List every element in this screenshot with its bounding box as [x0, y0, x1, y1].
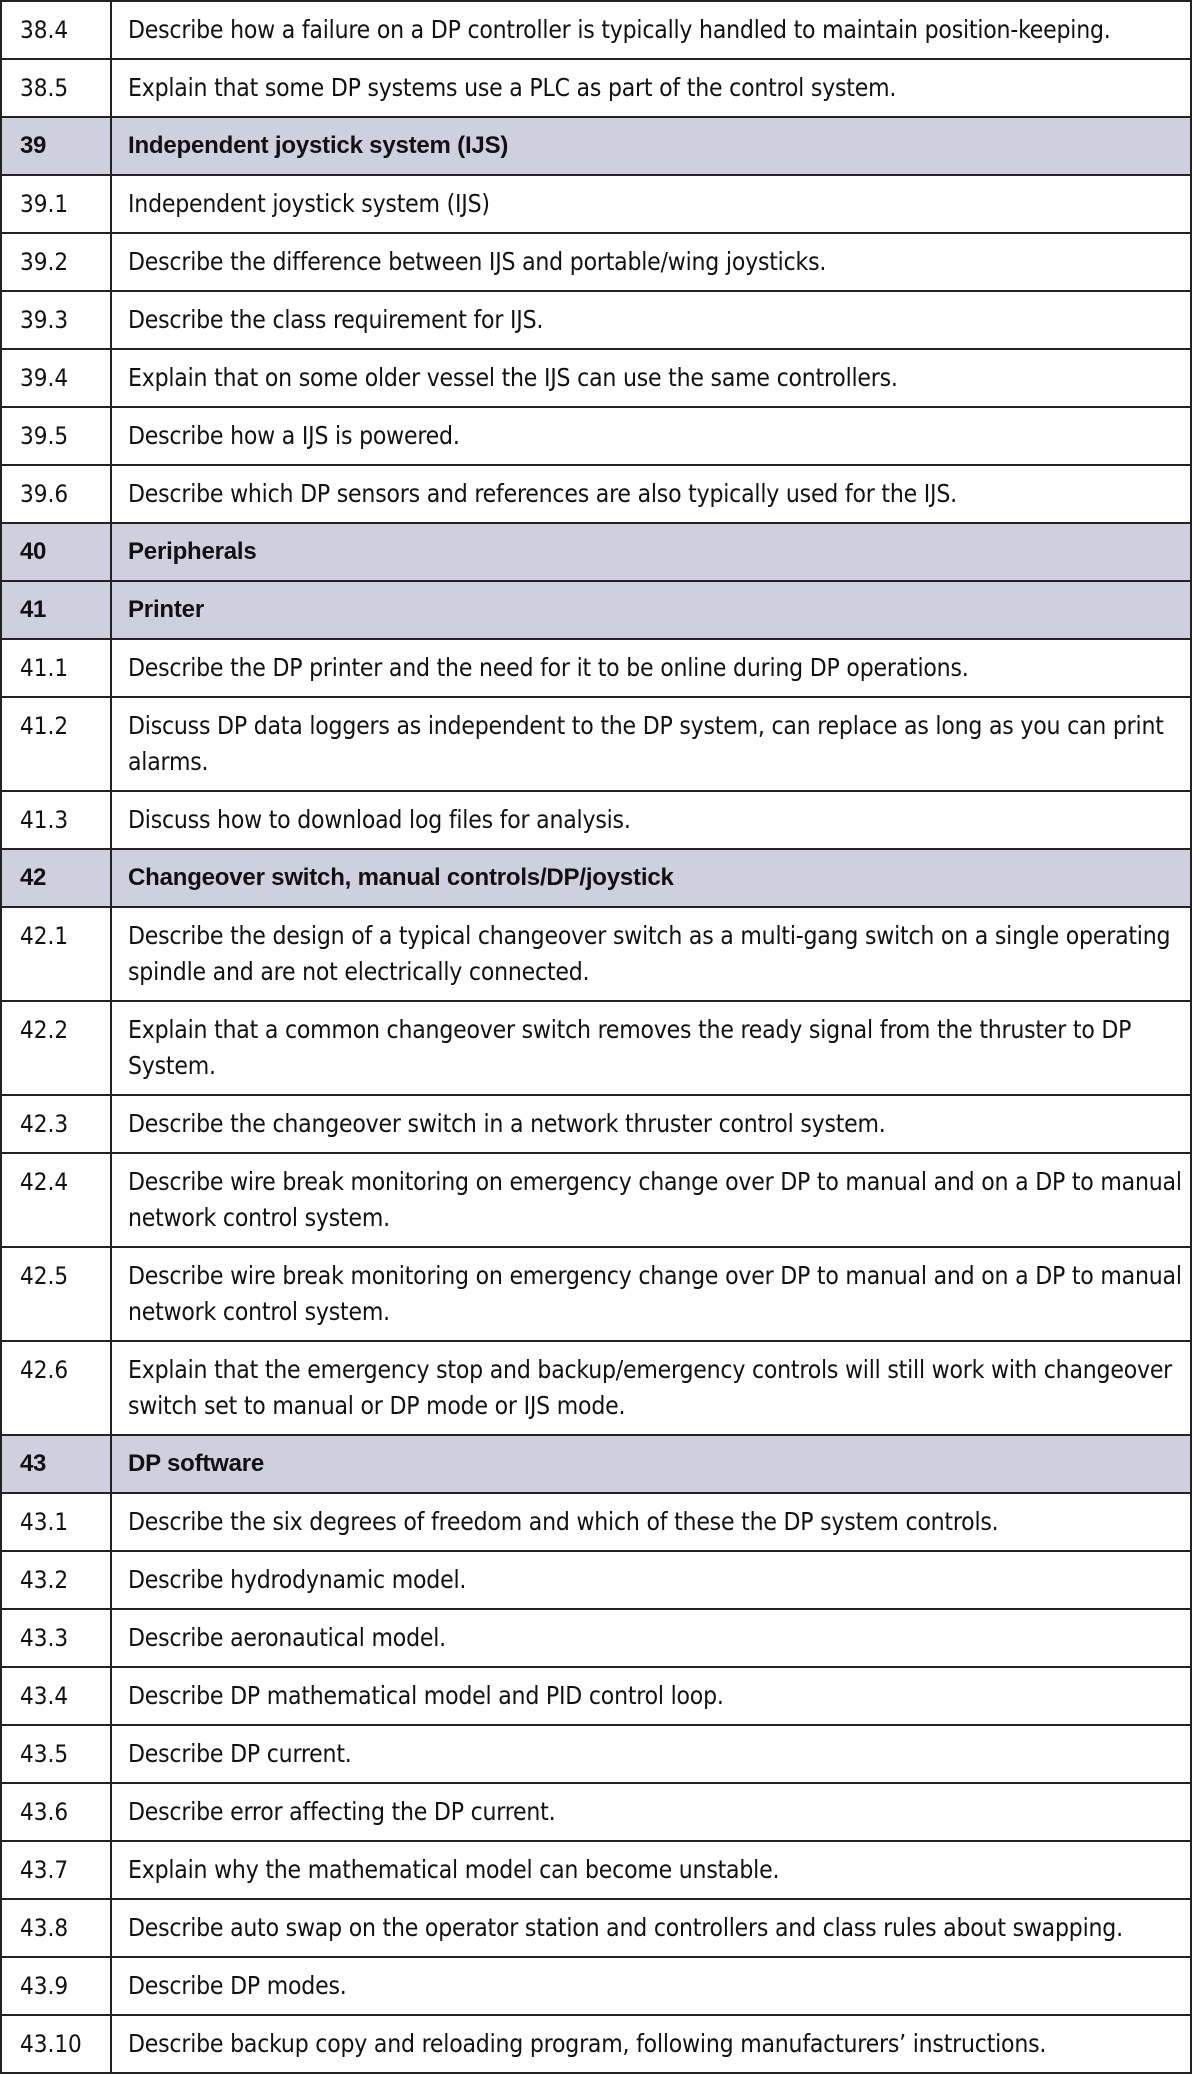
table-row — [1, 1, 1191, 59]
item-description: Explain that the emergency stop and backup/emergency controls will still work with changeover switch set to manual or DP mode or IJS mode. — [111, 1341, 1191, 1435]
item-description: Independent joystick system (IJS) — [111, 175, 1191, 233]
item-description: Describe error affecting the DP current. — [111, 1783, 1191, 1841]
table-row — [1, 175, 1191, 233]
table-row — [1, 233, 1191, 291]
item-number: 43.5 — [1, 1725, 111, 1783]
item-description: Explain why the mathematical model can become unstable. — [111, 1841, 1191, 1899]
item-description: Describe wire break monitoring on emergency change over DP to manual and on a DP to manual network control system. — [111, 1153, 1191, 1247]
section-number: 39 — [1, 117, 111, 175]
table-row — [1, 1725, 1191, 1783]
item-number: 41.3 — [1, 791, 111, 849]
item-number: 42.1 — [1, 907, 111, 1001]
section-number: 43 — [1, 1435, 111, 1493]
table-row — [1, 1551, 1191, 1609]
item-number: 43.6 — [1, 1783, 111, 1841]
item-number: 39.4 — [1, 349, 111, 407]
item-description: Describe DP mathematical model and PID control loop. — [111, 1667, 1191, 1725]
item-description: Describe wire break monitoring on emergency change over DP to manual and on a DP to manual network control system. — [111, 1247, 1191, 1341]
item-description: Explain that on some older vessel the IJS can use the same controllers. — [111, 349, 1191, 407]
item-description: Describe DP modes. — [111, 1957, 1191, 2015]
table-row — [1, 1247, 1191, 1341]
item-number: 43.1 — [1, 1493, 111, 1551]
table-row — [1, 407, 1191, 465]
item-number: 42.2 — [1, 1001, 111, 1095]
item-description: Describe the class requirement for IJS. — [111, 291, 1191, 349]
table-row — [1, 1001, 1191, 1095]
item-number: 38.4 — [1, 1, 111, 59]
item-description: Discuss DP data loggers as independent to the DP system, can replace as long as you can print alarms. — [111, 697, 1191, 791]
item-number: 38.5 — [1, 59, 111, 117]
item-description: Describe hydrodynamic model. — [111, 1551, 1191, 1609]
table-row — [1, 1341, 1191, 1435]
item-description: Describe DP current. — [111, 1725, 1191, 1783]
section-title: Printer — [111, 581, 1191, 639]
item-description: Describe aeronautical model. — [111, 1609, 1191, 1667]
item-number: 42.6 — [1, 1341, 111, 1435]
item-number: 41.1 — [1, 639, 111, 697]
table-row — [1, 697, 1191, 791]
item-number: 39.5 — [1, 407, 111, 465]
section-title: Peripherals — [111, 523, 1191, 581]
item-number: 43.4 — [1, 1667, 111, 1725]
item-number: 43.9 — [1, 1957, 111, 2015]
section-heading-row — [1, 523, 1191, 581]
item-description: Describe the six degrees of freedom and which of these the DP system controls. — [111, 1493, 1191, 1551]
item-number: 39.1 — [1, 175, 111, 233]
item-number: 39.2 — [1, 233, 111, 291]
item-number: 42.4 — [1, 1153, 111, 1247]
item-number: 39.6 — [1, 465, 111, 523]
table-row — [1, 907, 1191, 1001]
table-row — [1, 2015, 1191, 2073]
table-row — [1, 465, 1191, 523]
item-description: Describe how a failure on a DP controller is typically handled to maintain position-keeping. — [111, 1, 1191, 59]
item-number: 39.3 — [1, 291, 111, 349]
item-number: 43.2 — [1, 1551, 111, 1609]
table-row — [1, 291, 1191, 349]
table-row — [1, 1095, 1191, 1153]
item-number: 41.2 — [1, 697, 111, 791]
section-heading-row — [1, 849, 1191, 907]
item-description: Describe how a IJS is powered. — [111, 407, 1191, 465]
item-number: 43.3 — [1, 1609, 111, 1667]
item-description: Describe which DP sensors and references are also typically used for the IJS. — [111, 465, 1191, 523]
item-description: Describe the difference between IJS and portable/wing joysticks. — [111, 233, 1191, 291]
item-number: 43.10 — [1, 2015, 111, 2073]
section-number: 42 — [1, 849, 111, 907]
item-number: 43.7 — [1, 1841, 111, 1899]
item-number: 43.8 — [1, 1899, 111, 1957]
section-number: 40 — [1, 523, 111, 581]
item-description: Explain that some DP systems use a PLC as part of the control system. — [111, 59, 1191, 117]
syllabus-table-body — [1, 1, 1191, 2073]
table-row — [1, 59, 1191, 117]
section-heading-row — [1, 1435, 1191, 1493]
item-description: Discuss how to download log files for analysis. — [111, 791, 1191, 849]
section-title: DP software — [111, 1435, 1191, 1493]
item-description: Describe auto swap on the operator station and controllers and class rules about swapping. — [111, 1899, 1191, 1957]
table-row — [1, 791, 1191, 849]
table-row — [1, 1667, 1191, 1725]
table-row — [1, 1957, 1191, 2015]
item-description: Describe the DP printer and the need for it to be online during DP operations. — [111, 639, 1191, 697]
table-row — [1, 1841, 1191, 1899]
section-number: 41 — [1, 581, 111, 639]
item-number: 42.3 — [1, 1095, 111, 1153]
item-description: Explain that a common changeover switch removes the ready signal from the thruster to DP System. — [111, 1001, 1191, 1095]
table-row — [1, 1899, 1191, 1957]
item-description: Describe backup copy and reloading program, following manufacturers’ instructions. — [111, 2015, 1191, 2073]
table-row — [1, 1609, 1191, 1667]
table-row — [1, 1493, 1191, 1551]
section-heading-row — [1, 581, 1191, 639]
table-row — [1, 639, 1191, 697]
item-description: Describe the design of a typical changeover switch as a multi-gang switch on a single operating spindle and are not electrically connected. — [111, 907, 1191, 1001]
section-title: Independent joystick system (IJS) — [111, 117, 1191, 175]
item-number: 42.5 — [1, 1247, 111, 1341]
table-row — [1, 1153, 1191, 1247]
section-heading-row — [1, 117, 1191, 175]
table-row — [1, 1783, 1191, 1841]
section-title: Changeover switch, manual controls/DP/joystick — [111, 849, 1191, 907]
item-description: Describe the changeover switch in a network thruster control system. — [111, 1095, 1191, 1153]
table-row — [1, 349, 1191, 407]
